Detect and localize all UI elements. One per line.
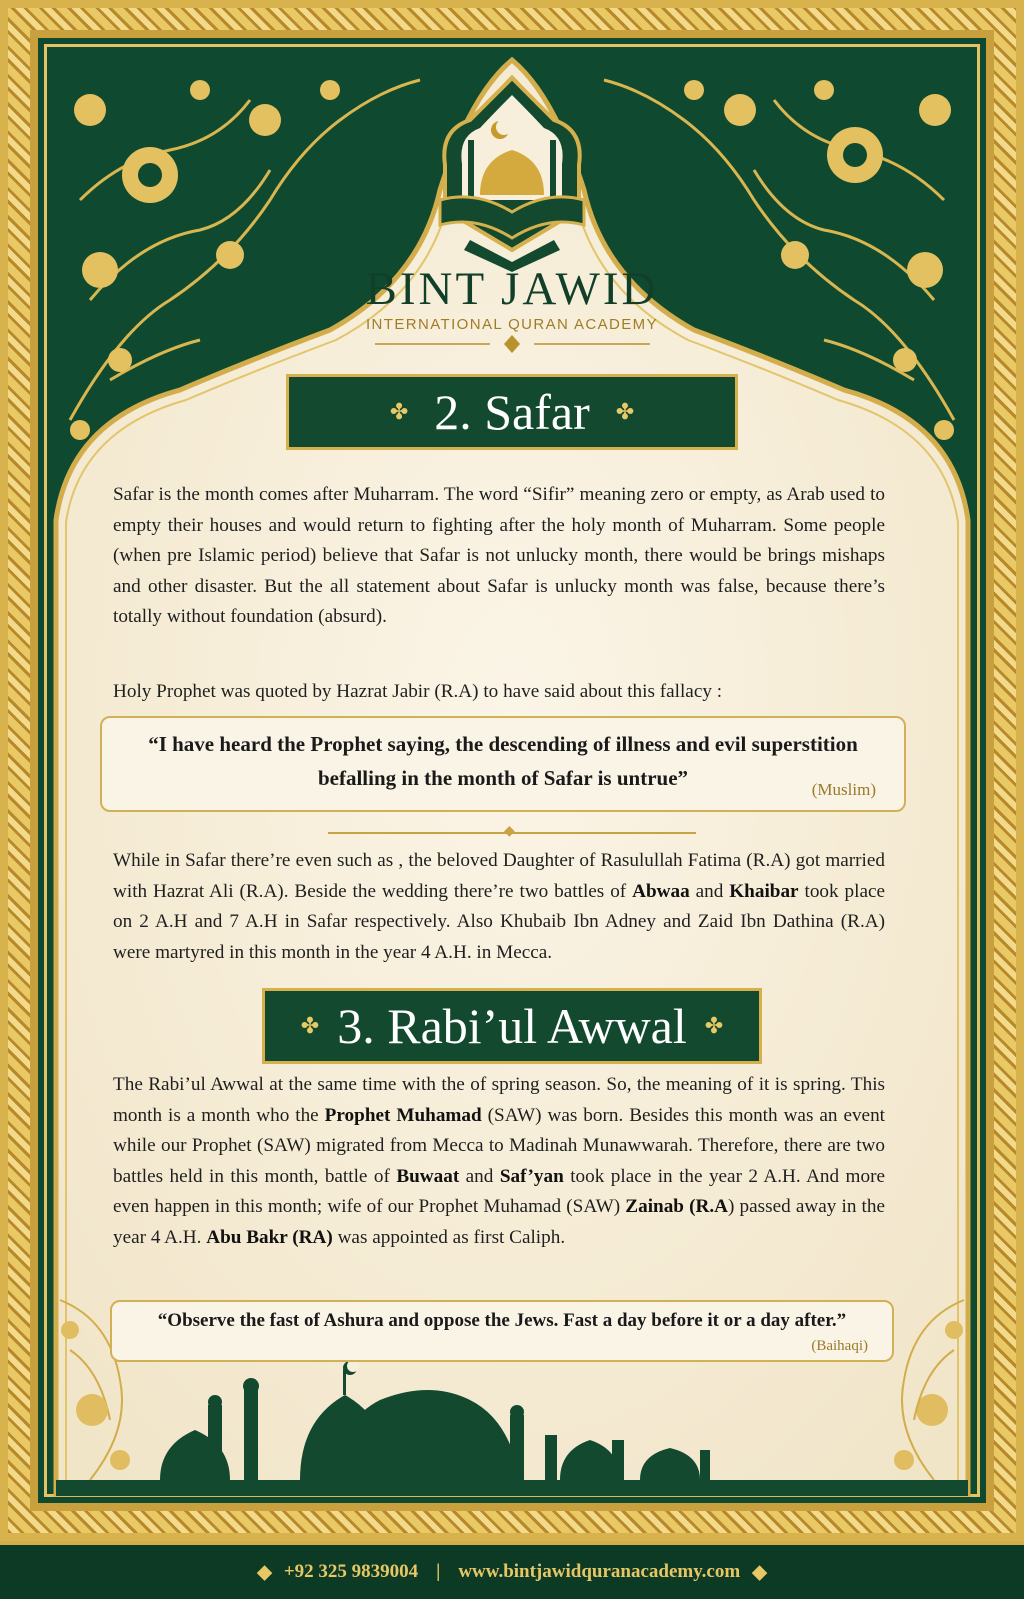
text: and [459,1165,500,1187]
text: took place in the year 2 A.H. And more even happen in this month; wife of our Prophet Muhamad (SAW) [113,1165,885,1217]
safar-paragraph-3 [113,846,885,968]
bold-abu-bakr: Abu Bakr (RA) [206,1226,333,1248]
bold-abwaa: Abwaa [632,880,690,902]
text: The Rabi’ul Awwal at the same time with the of spring season. So, the meaning of it is spring. This month is a month who the [113,1074,885,1126]
ornament-icon: ✤ [300,1013,320,1038]
bold-safyan: Saf’yan [499,1165,564,1187]
ornament-icon: ✤ [704,1013,724,1038]
safar-paragraph-1: Safar is the month comes after Muharram. The word “Sifir” meaning zero or empty, as Arab used to empty their houses and would return to fighting after the holy month of Muharram. Some people (when pre Islamic period) believe that Safar is not unlucky month, there would be brings mishaps and other disaster. But the all statement about Safar is unlucky month was false, because there’s totally without foundation (absurd). [113,484,885,627]
footer [0,1541,1024,1599]
text: took place on 2 A.H and 7 A.H in Safar respectively. Also Khubaib Ibn Adney and Zaid Ibn Dathina (R.A) were martyred in this month in the year 4 A.H. in Mecca. [113,880,885,963]
text: was appointed as first Caliph. [332,1226,566,1248]
rabiul-quote: “Observe the fast of Ashura and oppose the Jews. Fast a day before it or a day after.” [157,1310,847,1331]
rabiul-quote-box [110,1300,894,1362]
safar-paragraph-2: Holy Prophet was quoted by Hazrat Jabir (R.A) to have said about this fallacy : [113,681,723,702]
safar-quote-box [100,716,906,812]
text: ) passed away in the year 4 A.H. [113,1196,885,1248]
footer-separator: | [436,1561,441,1582]
text: While in Safar there’re even such as , the beloved Daughter of Rasulullah Fatima (R.A) got married with Hazrat Ali (R.A). Beside the wedding there’re two battles of [113,850,885,902]
rabiul-heading: 3. Rabi’ul Awwal [337,998,687,1054]
bold-zainab: Zainab (R.A [625,1196,729,1217]
footer-website[interactable]: www.bintjawidquranacademy.com [458,1561,741,1582]
rabiul-paragraph [113,1070,885,1253]
rabiul-heading-banner [262,988,762,1064]
diamond-icon: ◆ [257,1561,272,1583]
text: (SAW) was born. Besides this month was an event while our Prophet (SAW) migrated from Mecca to Madinah Munawwarah. Therefore, there are two battles held in this month, battle of [113,1104,886,1187]
brand-tagline: INTERNATIONAL QURAN ACADEMY [365,316,658,333]
text: and [689,880,730,902]
safar-heading-banner [286,374,738,450]
safar-quote-source: (Muslim) [811,780,876,799]
divider-diamond-icon: ◆ [504,824,515,839]
safar-heading: 2. Safar [434,384,590,440]
safar-quote-line-1: “I have heard the Prophet saying, the descending of illness and evil superstition [148,732,858,756]
footer-phone[interactable]: +92 325 9839004 [283,1561,419,1582]
ornament-icon: ✤ [615,399,635,424]
bold-prophet: Prophet Muhamad [324,1104,482,1126]
safar-quote-line-2: befalling in the month of Safar is untrue” [317,766,689,790]
ornament-icon: ✤ [389,399,409,424]
bold-khaibar: Khaibar [729,880,799,902]
bold-buwaat: Buwaat [396,1165,460,1187]
diamond-icon: ◆ [752,1561,767,1583]
rabiul-quote-source: (Baihaqi) [811,1338,868,1354]
brand-name: BINT JAWID [365,263,659,315]
